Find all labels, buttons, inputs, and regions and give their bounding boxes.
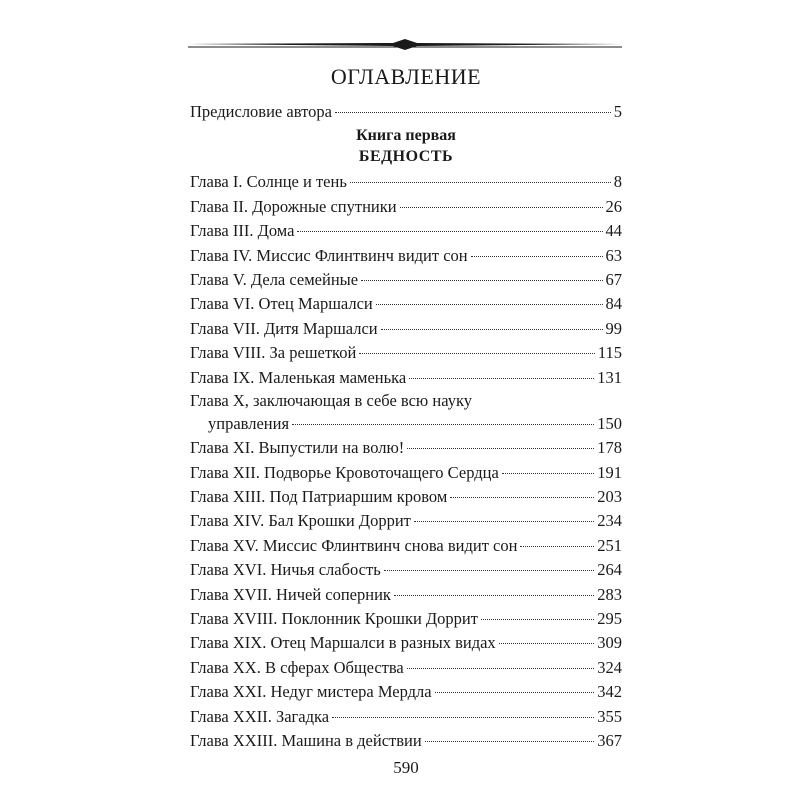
toc-entry-label: Глава XII. Подворье Кровоточащего Сердца xyxy=(190,462,499,482)
toc-entry-label: Глава II. Дорожные спутники xyxy=(190,196,397,216)
toc-entry-label: Глава V. Дела семейные xyxy=(190,269,359,289)
book-part-label: Книга первая xyxy=(356,127,456,145)
toc-entry-page: 67 xyxy=(605,269,622,289)
toc-entry-label: Глава III. Дома xyxy=(190,221,295,241)
toc-entry[interactable] xyxy=(190,461,622,485)
toc-entry-page: 342 xyxy=(597,682,622,702)
toc-entry-line2 xyxy=(190,412,622,436)
toc-entry[interactable] xyxy=(190,292,622,316)
toc-entry-page: 178 xyxy=(597,438,622,458)
toc-entry[interactable] xyxy=(190,656,622,680)
dot-leader xyxy=(481,619,594,620)
toc-entry[interactable] xyxy=(190,583,622,607)
toc-entry-page: 264 xyxy=(597,560,622,580)
toc-entry-label: Глава XX. В сферах Общества xyxy=(190,657,404,677)
toc-entry[interactable] xyxy=(190,317,622,341)
toc-entry-page: 367 xyxy=(597,730,622,750)
toc-entry[interactable] xyxy=(190,268,622,292)
dot-leader xyxy=(471,256,603,257)
toc-entry[interactable] xyxy=(190,436,622,460)
toc-entry-label: Глава VI. Отец Маршалси xyxy=(190,294,373,314)
dot-leader xyxy=(499,643,595,644)
toc-entry-label: Глава XXIII. Машина в действии xyxy=(190,730,422,750)
dot-leader xyxy=(425,741,595,742)
toc-entry-label: Глава XV. Миссис Флинтвинч снова видит сон xyxy=(190,535,518,555)
dot-leader xyxy=(435,692,595,693)
dot-leader xyxy=(381,329,603,330)
toc-entry-page: 84 xyxy=(605,294,622,314)
book-part-title: БЕДНОСТЬ xyxy=(358,148,454,166)
toc-entry-label: Предисловие автора xyxy=(190,102,332,121)
toc-entry-label: Глава XIII. Под Патриаршим кровом xyxy=(190,487,448,507)
toc-entry[interactable] xyxy=(190,485,622,509)
toc-entry-page: 191 xyxy=(597,462,622,482)
toc-entry-page: 234 xyxy=(597,511,622,531)
toc-entry-label: Глава I. Солнце и тень xyxy=(190,172,347,192)
dot-leader xyxy=(332,717,594,718)
toc-entry[interactable] xyxy=(190,558,622,582)
toc-entry-page: 324 xyxy=(597,657,622,677)
toc-entry-page: 115 xyxy=(597,343,622,363)
toc-entry[interactable] xyxy=(190,534,622,558)
dot-leader xyxy=(520,546,594,547)
dot-leader xyxy=(376,304,603,305)
toc-entry-page: 309 xyxy=(597,633,622,653)
toc-entry[interactable] xyxy=(190,219,622,243)
dot-leader xyxy=(409,378,594,379)
toc-entry-label: Глава XVII. Ничей соперник xyxy=(190,584,391,604)
toc-entry-label: Глава IV. Миссис Флинтвинч видит сон xyxy=(190,245,468,265)
toc-entry-page: 203 xyxy=(597,487,622,507)
toc-entry-page: 63 xyxy=(605,245,622,265)
toc-entry-label: Глава XI. Выпустили на волю! xyxy=(190,438,405,458)
toc-entries-group-1 xyxy=(190,170,622,390)
toc-title: ОГЛАВЛЕНИЕ xyxy=(330,64,482,89)
toc-entry-label-line1: Глава X, заключающая в себе всю науку xyxy=(190,390,472,410)
dot-leader xyxy=(297,231,602,232)
toc-entry[interactable] xyxy=(190,244,622,268)
dot-leader xyxy=(335,112,611,113)
toc-entry-page: 5 xyxy=(613,102,622,121)
toc-entry[interactable] xyxy=(190,195,622,219)
dot-leader xyxy=(359,353,595,354)
toc-entry-chapter-x[interactable] xyxy=(190,390,622,436)
page-number: 590 xyxy=(393,758,419,777)
dot-leader xyxy=(407,668,594,669)
toc-entry[interactable] xyxy=(190,607,622,631)
toc-entry-label-line2: управления xyxy=(208,413,290,433)
toc-entry-label: Глава XIX. Отец Маршалси в разных видах xyxy=(190,633,496,653)
dot-leader xyxy=(394,595,594,596)
toc-entry-page: 99 xyxy=(605,318,622,338)
toc-entry-label: Глава VIII. За решеткой xyxy=(190,343,357,363)
table-of-contents xyxy=(190,100,622,753)
toc-entry-preface[interactable] xyxy=(190,100,622,124)
toc-entry-page: 295 xyxy=(597,609,622,629)
dot-leader xyxy=(450,497,594,498)
toc-entry[interactable] xyxy=(190,705,622,729)
dot-leader xyxy=(384,570,595,571)
toc-entry[interactable] xyxy=(190,680,622,704)
toc-entry[interactable] xyxy=(190,341,622,365)
dot-leader xyxy=(292,424,594,425)
toc-entry-label: Глава XIV. Бал Крошки Доррит xyxy=(190,511,411,531)
ornamental-rule xyxy=(188,38,622,52)
dot-leader xyxy=(502,473,594,474)
dot-leader xyxy=(361,280,602,281)
toc-entry-page: 26 xyxy=(605,196,622,216)
toc-entry-page: 131 xyxy=(597,367,622,387)
toc-entry-page: 150 xyxy=(597,413,622,433)
toc-entry-page: 251 xyxy=(597,535,622,555)
toc-entry-label: Глава XVI. Ничья слабость xyxy=(190,560,381,580)
toc-entry-label: Глава IX. Маленькая маменька xyxy=(190,367,407,387)
toc-entry-label: Глава XXII. Загадка xyxy=(190,706,330,726)
book-heading xyxy=(190,125,622,167)
dot-leader xyxy=(407,448,594,449)
dot-leader xyxy=(400,207,603,208)
toc-entry-page: 355 xyxy=(597,706,622,726)
toc-entry-label: Глава XVIII. Поклонник Крошки Доррит xyxy=(190,609,478,629)
toc-entry-page: 283 xyxy=(597,584,622,604)
toc-entry[interactable] xyxy=(190,631,622,655)
toc-entry[interactable] xyxy=(190,170,622,194)
toc-entries-group-2 xyxy=(190,436,622,753)
toc-entry-label: Глава XXI. Недуг мистера Мердла xyxy=(190,682,432,702)
dot-leader xyxy=(414,521,594,522)
toc-entry[interactable] xyxy=(190,509,622,533)
dot-leader xyxy=(350,182,611,183)
toc-entry[interactable] xyxy=(190,366,622,390)
toc-entry-label: Глава VII. Дитя Маршалси xyxy=(190,318,378,338)
toc-entry[interactable] xyxy=(190,729,622,753)
toc-entry-page: 8 xyxy=(613,172,622,192)
toc-entry-page: 44 xyxy=(605,221,622,241)
